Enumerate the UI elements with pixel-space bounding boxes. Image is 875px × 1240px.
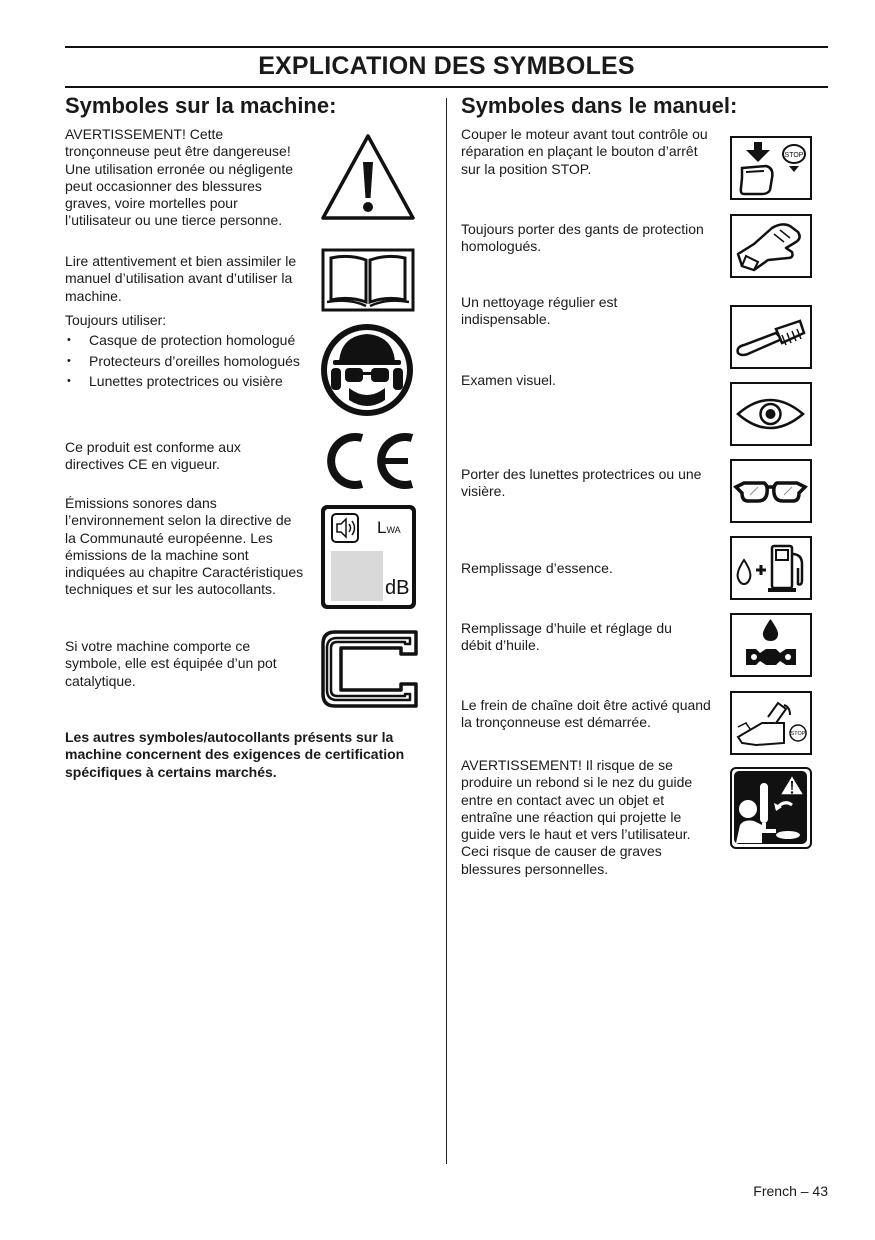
chain-brake-icon-box	[730, 691, 812, 755]
fuel-pump-icon-box	[730, 536, 812, 600]
ce-mark-icon	[322, 428, 418, 494]
oil-text: Remplissage d’huile et réglage du débit d’huile.	[461, 620, 672, 654]
chain-brake-icon	[732, 693, 809, 752]
noise-value-box	[331, 551, 383, 601]
goggles-icon-box	[730, 459, 812, 523]
noise-emission-label-icon	[321, 505, 416, 609]
fuel-text: Remplissage d’essence.	[461, 560, 613, 576]
kickback-text: AVERTISSEMENT! Il risque de se produire un rebond si le nez du guide entre en contact avec un objet et entraîne une réaction qui projette le guide vers le haut et vers l’utilisateur. Ceci risque de causer de graves blessures personnelles.	[461, 757, 693, 877]
protective-gear-list	[65, 332, 315, 390]
title-rule	[65, 86, 828, 88]
fuel-pump-icon	[732, 538, 809, 597]
lwa-subscript: WA	[386, 525, 401, 535]
eye-icon-box	[730, 382, 812, 446]
brush-icon-box	[730, 305, 812, 369]
certification-note: Les autres symboles/autocollants présents sur la machine concernent des exigences de certification spécifiques à certains marchés.	[65, 729, 405, 780]
stop-text: Couper le moteur avant tout contrôle ou réparation en plaçant le bouton d’arrêt sur la position STOP.	[461, 126, 708, 177]
protective-gear-intro: Toujours utiliser:	[65, 312, 167, 328]
left-heading: Symboles sur la machine:	[65, 93, 337, 118]
chain-brake-text: Le frein de chaîne doit être activé quand la tronçonneuse est démarrée.	[461, 697, 711, 731]
goggles-text: Porter des lunettes protectrices ou une visière.	[461, 466, 702, 500]
oil-chain-icon	[732, 615, 809, 674]
gloves-text: Toujours porter des gants de protection homologués.	[461, 221, 704, 255]
list-item: • Protecteurs d’oreilles homologués	[65, 353, 315, 370]
eye-icon	[732, 384, 809, 443]
list-item: • Lunettes protectrices ou visière	[65, 373, 315, 390]
column-divider	[446, 98, 447, 1164]
protective-gear-text	[65, 312, 315, 393]
chain-brake-stop-label: STOP	[790, 731, 806, 737]
catalytic-converter-icon	[321, 630, 418, 708]
oil-chain-icon-box	[730, 613, 812, 677]
warning-text: AVERTISSEMENT! Cette tronçonneuse peut être dangereuse! Une utilisation erronée ou négligente peut occasionner des blessures graves, voire mortelles pour l’utilisateur ou une tierce personne.	[65, 126, 294, 229]
db-label: dB	[385, 577, 410, 599]
protective-gear-icon	[319, 322, 415, 418]
manual-text: Lire attentivement et bien assimiler le manuel d’utilisation avant d’utiliser la machine.	[65, 253, 297, 304]
ce-text: Ce produit est conforme aux directives CE en vigueur.	[65, 439, 241, 473]
stop-switch-icon	[732, 138, 809, 197]
cleaning-text: Un nettoyage régulier est indispensable.	[461, 294, 618, 328]
noise-text: Émissions sonores dans l’environnement selon la directive de la Communauté européenne. Les émissions de la machine sont indiquées au chapitre Caractéristiques techniques et sur les autocollants.	[65, 495, 304, 598]
speaker-icon	[331, 513, 359, 543]
visual-check-text: Examen visuel.	[461, 372, 556, 388]
warning-triangle-icon	[319, 132, 417, 222]
glove-icon	[732, 216, 809, 275]
page-title: EXPLICATION DES SYMBOLES	[258, 52, 635, 80]
kickback-warning-icon	[732, 769, 809, 846]
stop-switch-icon-box	[730, 136, 812, 200]
lwa-letter: L	[377, 518, 387, 537]
top-rule	[65, 46, 828, 48]
list-item: • Casque de protection homologué	[65, 332, 315, 349]
catalytic-text: Si votre machine comporte ce symbole, elle est équipée d’un pot catalytique.	[65, 638, 277, 689]
stop-switch-label: STOP	[784, 152, 804, 159]
goggles-icon	[732, 461, 809, 520]
right-heading: Symboles dans le manuel:	[461, 93, 738, 118]
kickback-warning-icon-box	[730, 767, 812, 849]
glove-icon-box	[730, 214, 812, 278]
open-book-icon	[321, 248, 415, 312]
brush-icon	[732, 307, 809, 366]
page-footer: French – 43	[753, 1183, 828, 1199]
lwa-label	[377, 519, 401, 539]
